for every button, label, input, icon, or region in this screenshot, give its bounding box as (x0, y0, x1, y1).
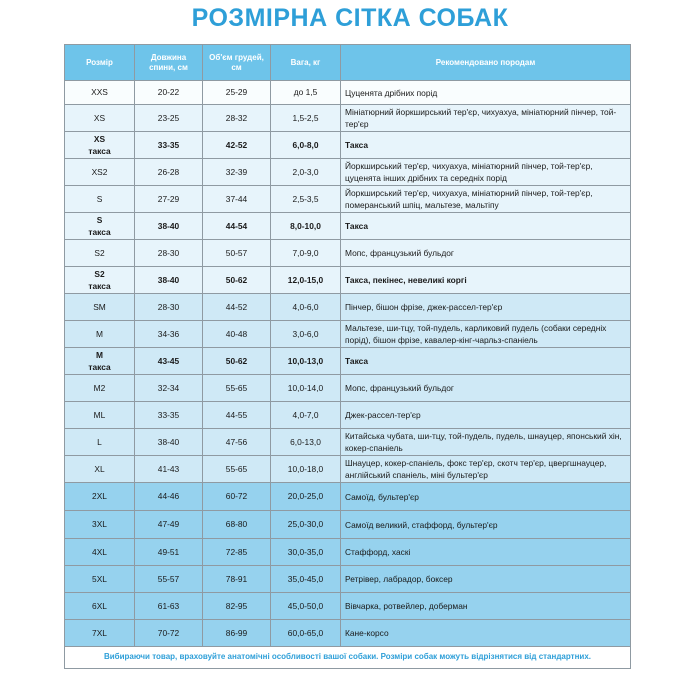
chest-cell: 44-52 (203, 294, 271, 321)
header-weight: Вага, кг (271, 45, 341, 81)
back-length-cell: 28-30 (135, 294, 203, 321)
size-label: 2XL (92, 491, 107, 502)
table-row (65, 620, 631, 647)
back-length-cell: 55-57 (135, 566, 203, 593)
breeds-cell: Ретрівер, лабрадор, боксер (341, 566, 631, 593)
size-label: ML (93, 409, 106, 420)
size-label: 6XL (92, 600, 107, 611)
table-row (65, 294, 631, 321)
chest-cell: 25-29 (203, 81, 271, 105)
breeds-cell: Цуценята дрібних порід (341, 81, 631, 105)
chest-cell: 72-85 (203, 539, 271, 566)
size-cell (65, 511, 135, 539)
size-cell (65, 375, 135, 402)
size-cell (65, 620, 135, 647)
table-row (65, 348, 631, 375)
back-length-cell: 23-25 (135, 105, 203, 132)
back-length-cell: 61-63 (135, 593, 203, 620)
breeds-cell: Кане-корсо (341, 620, 631, 647)
size-label: L (97, 436, 102, 447)
weight-cell: 25,0-30,0 (271, 511, 341, 539)
weight-cell: 2,5-3,5 (271, 186, 341, 213)
size-cell (65, 483, 135, 511)
weight-cell: 1,5-2,5 (271, 105, 341, 132)
size-label: XL (94, 463, 105, 474)
back-length-cell: 38-40 (135, 267, 203, 294)
table-row (65, 132, 631, 159)
table-row (65, 511, 631, 539)
chest-cell: 42-52 (203, 132, 271, 159)
back-length-cell: 33-35 (135, 402, 203, 429)
size-label: S2 (94, 268, 105, 279)
weight-cell: 20,0-25,0 (271, 483, 341, 511)
weight-cell: до 1,5 (271, 81, 341, 105)
size-cell (65, 348, 135, 375)
chest-cell: 37-44 (203, 186, 271, 213)
breeds-cell: Мініатюрний йоркширський тер'єр, чихуахуа, мініатюрний пінчер, той-тер'єр (341, 105, 631, 132)
breeds-cell: Такса (341, 213, 631, 240)
chest-cell: 44-54 (203, 213, 271, 240)
weight-cell: 60,0-65,0 (271, 620, 341, 647)
size-sublabel: такса (88, 362, 111, 372)
weight-cell: 6,0-13,0 (271, 429, 341, 456)
table-row (65, 456, 631, 483)
size-sublabel: такса (88, 146, 111, 156)
breeds-cell: Мальтезе, ши-тцу, той-пудель, карликовий пудель (собаки середніх порід), бішон фрізе, кавалер-кінг-чарльз-спаніель (341, 321, 631, 348)
weight-cell: 8,0-10,0 (271, 213, 341, 240)
back-length-cell: 47-49 (135, 511, 203, 539)
chest-cell: 50-62 (203, 267, 271, 294)
breeds-cell: Такса (341, 132, 631, 159)
table-row (65, 81, 631, 105)
back-length-cell: 49-51 (135, 539, 203, 566)
back-length-cell: 41-43 (135, 456, 203, 483)
chest-cell: 47-56 (203, 429, 271, 456)
table-row (65, 267, 631, 294)
table-row (65, 186, 631, 213)
chest-cell: 40-48 (203, 321, 271, 348)
size-label: S2 (94, 247, 105, 258)
weight-cell: 12,0-15,0 (271, 267, 341, 294)
breeds-cell: Самоїд великий, стаффорд, бультер'єр (341, 511, 631, 539)
size-label: S (96, 214, 103, 225)
weight-cell: 10,0-14,0 (271, 375, 341, 402)
breeds-cell: Мопс, французький бульдог (341, 375, 631, 402)
breeds-cell: Китайська чубата, ши-тцу, той-пудель, пудель, шнауцер, японський хін, кокер-спаніель (341, 429, 631, 456)
table-body (65, 81, 631, 647)
size-label: 7XL (92, 627, 107, 638)
size-label: S (96, 193, 103, 204)
size-label: XS (93, 133, 106, 144)
size-label: XS2 (91, 166, 108, 177)
table-row (65, 539, 631, 566)
table-row (65, 566, 631, 593)
size-cell (65, 456, 135, 483)
size-cell (65, 539, 135, 566)
back-length-cell: 20-22 (135, 81, 203, 105)
back-length-cell: 38-40 (135, 213, 203, 240)
back-length-cell: 27-29 (135, 186, 203, 213)
table-row (65, 375, 631, 402)
table-row (65, 593, 631, 620)
header-back-length: Довжина спини, см (135, 45, 203, 81)
table-row (65, 321, 631, 348)
header-size: Розмір (65, 45, 135, 81)
chest-cell: 82-95 (203, 593, 271, 620)
back-length-cell: 43-45 (135, 348, 203, 375)
weight-cell: 6,0-8,0 (271, 132, 341, 159)
size-label: 3XL (92, 519, 107, 530)
size-cell (65, 105, 135, 132)
back-length-cell: 70-72 (135, 620, 203, 647)
breeds-cell: Шнауцер, кокер-спаніель, фокс тер'єр, скотч тер'єр, цвергшнауцер, англійський спаніель, міні бультер'єр (341, 456, 631, 483)
weight-cell: 45,0-50,0 (271, 593, 341, 620)
size-cell (65, 566, 135, 593)
table-row (65, 240, 631, 267)
size-cell (65, 294, 135, 321)
table-row (65, 159, 631, 186)
size-cell (65, 429, 135, 456)
weight-cell: 2,0-3,0 (271, 159, 341, 186)
back-length-cell: 38-40 (135, 429, 203, 456)
back-length-cell: 33-35 (135, 132, 203, 159)
size-sublabel: такса (88, 227, 111, 237)
breeds-cell: Стаффорд, хаскі (341, 539, 631, 566)
chest-cell: 68-80 (203, 511, 271, 539)
chest-cell: 55-65 (203, 456, 271, 483)
back-length-cell: 32-34 (135, 375, 203, 402)
breeds-cell: Вівчарка, ротвейлер, доберман (341, 593, 631, 620)
size-cell (65, 240, 135, 267)
chest-cell: 32-39 (203, 159, 271, 186)
breeds-cell: Джек-рассел-тер'єр (341, 402, 631, 429)
weight-cell: 3,0-6,0 (271, 321, 341, 348)
size-chart-table (64, 44, 631, 669)
back-length-cell: 28-30 (135, 240, 203, 267)
size-label: M (96, 349, 103, 360)
size-cell (65, 186, 135, 213)
breeds-cell: Йоркширський тер'єр, чихуахуа, мініатюрний пінчер, той-тер'єр, померанський шпіц, мальтезе, мальтіпу (341, 186, 631, 213)
size-label: 5XL (92, 573, 107, 584)
table-row (65, 105, 631, 132)
size-cell (65, 159, 135, 186)
weight-cell: 30,0-35,0 (271, 539, 341, 566)
table-row (65, 402, 631, 429)
weight-cell: 10,0-18,0 (271, 456, 341, 483)
weight-cell: 4,0-7,0 (271, 402, 341, 429)
chest-cell: 50-62 (203, 348, 271, 375)
table-header-row (65, 45, 631, 81)
chest-cell: 78-91 (203, 566, 271, 593)
size-cell (65, 132, 135, 159)
weight-cell: 7,0-9,0 (271, 240, 341, 267)
chest-cell: 28-32 (203, 105, 271, 132)
size-cell (65, 402, 135, 429)
header-breeds: Рекомендовано породам (341, 45, 631, 81)
header-chest: Об'єм грудей, см (203, 45, 271, 81)
breeds-cell: Пінчер, бішон фрізе, джек-рассел-тер'єр (341, 294, 631, 321)
size-label: XS (93, 112, 106, 123)
footer-row (65, 647, 631, 669)
chest-cell: 60-72 (203, 483, 271, 511)
size-label: SM (93, 301, 106, 312)
size-label: M2 (93, 382, 106, 393)
chest-cell: 50-57 (203, 240, 271, 267)
weight-cell: 10,0-13,0 (271, 348, 341, 375)
back-length-cell: 44-46 (135, 483, 203, 511)
breeds-cell: Самоїд, бультер'єр (341, 483, 631, 511)
back-length-cell: 34-36 (135, 321, 203, 348)
breeds-cell: Такса (341, 348, 631, 375)
footer-note: Вибираючи товар, враховуйте анатомічні особливості вашої собаки. Розміри собак можуть відрізнятися від стандартних. (65, 647, 631, 669)
table-row (65, 483, 631, 511)
size-cell (65, 593, 135, 620)
weight-cell: 4,0-6,0 (271, 294, 341, 321)
weight-cell: 35,0-45,0 (271, 566, 341, 593)
size-cell (65, 213, 135, 240)
size-cell (65, 267, 135, 294)
chest-cell: 86-99 (203, 620, 271, 647)
breeds-cell: Такса, пекінес, невеликі коргі (341, 267, 631, 294)
chest-cell: 44-55 (203, 402, 271, 429)
back-length-cell: 26-28 (135, 159, 203, 186)
size-cell (65, 81, 135, 105)
size-sublabel: такса (88, 281, 111, 291)
size-cell (65, 321, 135, 348)
size-label: 4XL (92, 546, 107, 557)
breeds-cell: Мопс, французький бульдог (341, 240, 631, 267)
chest-cell: 55-65 (203, 375, 271, 402)
page-title: РОЗМІРНА СІТКА СОБАК (191, 4, 509, 32)
table-row (65, 429, 631, 456)
table-row (65, 213, 631, 240)
breeds-cell: Йоркширський тер'єр, чихуахуа, мініатюрний пінчер, той-тер'єр, цуценята інших дрібних та середніх порід (341, 159, 631, 186)
size-label: M (96, 328, 103, 339)
size-label: XXS (91, 87, 108, 98)
